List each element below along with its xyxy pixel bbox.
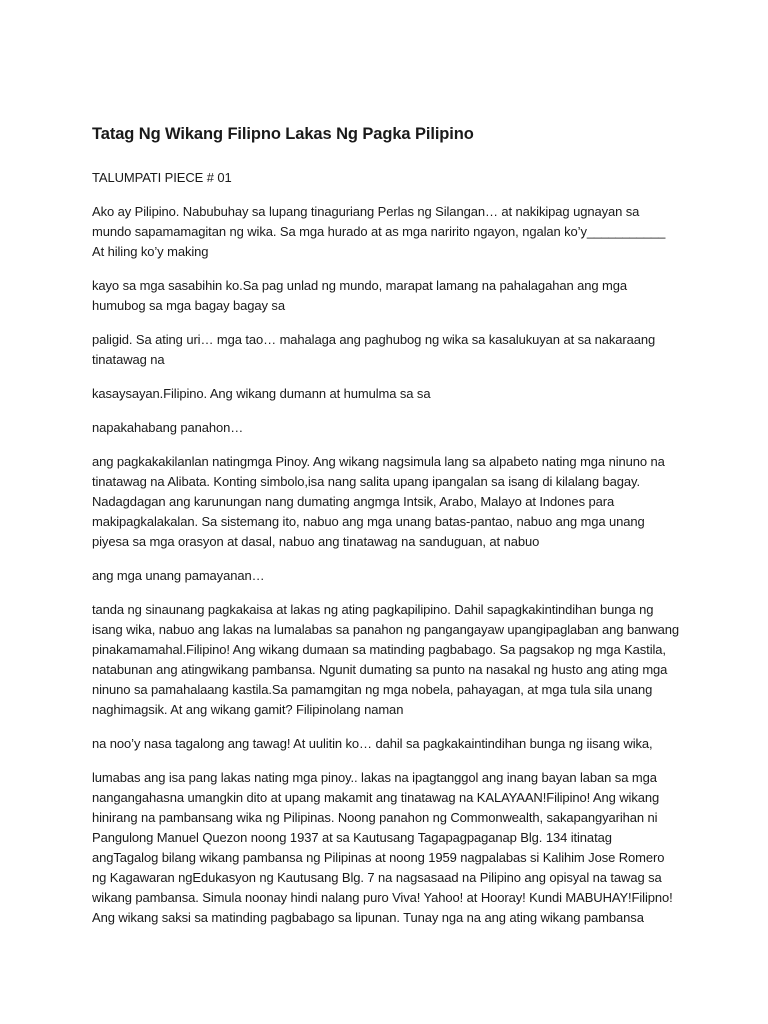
document-title: Tatag Ng Wikang Filipno Lakas Ng Pagka Pilipino	[92, 125, 474, 143]
paragraph: tanda ng sinaunang pagkakaisa at lakas ng ating pagkapilipino. Dahil sapagkakintindihan bunga ng isang wika, nabuo ang lakas na lumalabas sa panahon ng pangangayaw upangipaglaban ang banwang pinakamamahal.Filipino! Ang wikang dumaan sa matinding pagbabago. Sa pagsakop ng mga Kastila, natabunan ang atingwikang pambansa. Ngunit dumating sa punto na nasakal ng husto ang ating mga ninuno sa pamahalaang kastila.Sa pamamgitan ng mga nobela, pahayagan, at mga tula sila unang naghimagsik. At ang wikang gamit? Filipinolang naman	[92, 602, 680, 717]
paragraph: lumabas ang isa pang lakas nating mga pinoy.. lakas na ipagtanggol ang inang bayan laban sa mga nangangahasna umangkin dito at upang makamit ang tinatawag na KALAYAAN!Filipino! Ang wikang hinirang na pambansang wika ng Pilipinas. Noong panahon ng Commonwealth, sakapangyarihan ni Pangulong Manuel Quezon noong 1937 at sa Kautusang Tagapagpaganap Blg. 134 itinatag angTagalog bilang wikang pambansa ng Pilipinas at noong 1959 nagpalabas si Kalihim Jose Romero ng Kagawaran ngEdukasyon ng Kautusang Blg. 7 na nagsasaad na Pilipino ang opisyal na tawag sa wikang pambansa. Simula noonay hindi nalang puro Viva! Yahoo! at Hooray! Kundi MABUHAY!Filipno! Ang wikang saksi sa matinding pagbabago sa lipunan. Tunay nga na ang ating wikang pambansa	[92, 770, 673, 925]
paragraph: ang mga unang pamayanan…	[92, 568, 265, 583]
paragraph: kasaysayan.Filipino. Ang wikang dumann at humulma sa sa	[92, 386, 431, 401]
paragraph: napakahabang panahon…	[92, 420, 244, 435]
paragraph: Ako ay Pilipino. Nabubuhay sa lupang tinaguriang Perlas ng Silangan… at nakikipag ugnayan sa mundo sapamamagitan ng wika. Sa mga hurado at as mga naririto ngayon, ngalan ko’y___________ At hiling ko’y making	[92, 204, 666, 259]
paragraph: na noo’y nasa tagalong ang tawag! At uulitin ko… dahil sa pagkakaintindihan bunga ng iisang wika,	[92, 736, 653, 751]
paragraph: kayo sa mga sasabihin ko.Sa pag unlad ng mundo, marapat lamang na pahalagahan ang mga humubog sa mga bagay bagay sa	[92, 278, 627, 313]
paragraph-piece-label: TALUMPATI PIECE # 01	[92, 170, 232, 185]
paragraph: ang pagkakakilanlan natingmga Pinoy. Ang wikang nagsimula lang sa alpabeto nating mga ninuno na tinatawag na Alibata. Konting simbolo,isa nang salita upang ipangalan sa isang di kilalang bagay. Nadagdagan ang karunungan nang dumating angmga Intsik, Arabo, Malayo at Indones para makipagkalakalan. Sa sistemang ito, nabuo ang mga unang batas-pantao, nabuo ang mga unang piyesa sa mga orasyon at dasal, nabuo ang tinatawag na sanduguan, at nabuo	[92, 454, 665, 549]
paragraph: paligid. Sa ating uri… mga tao… mahalaga ang paghubog ng wika sa kasalukuyan at sa nakaraang tinatawag na	[92, 332, 656, 367]
